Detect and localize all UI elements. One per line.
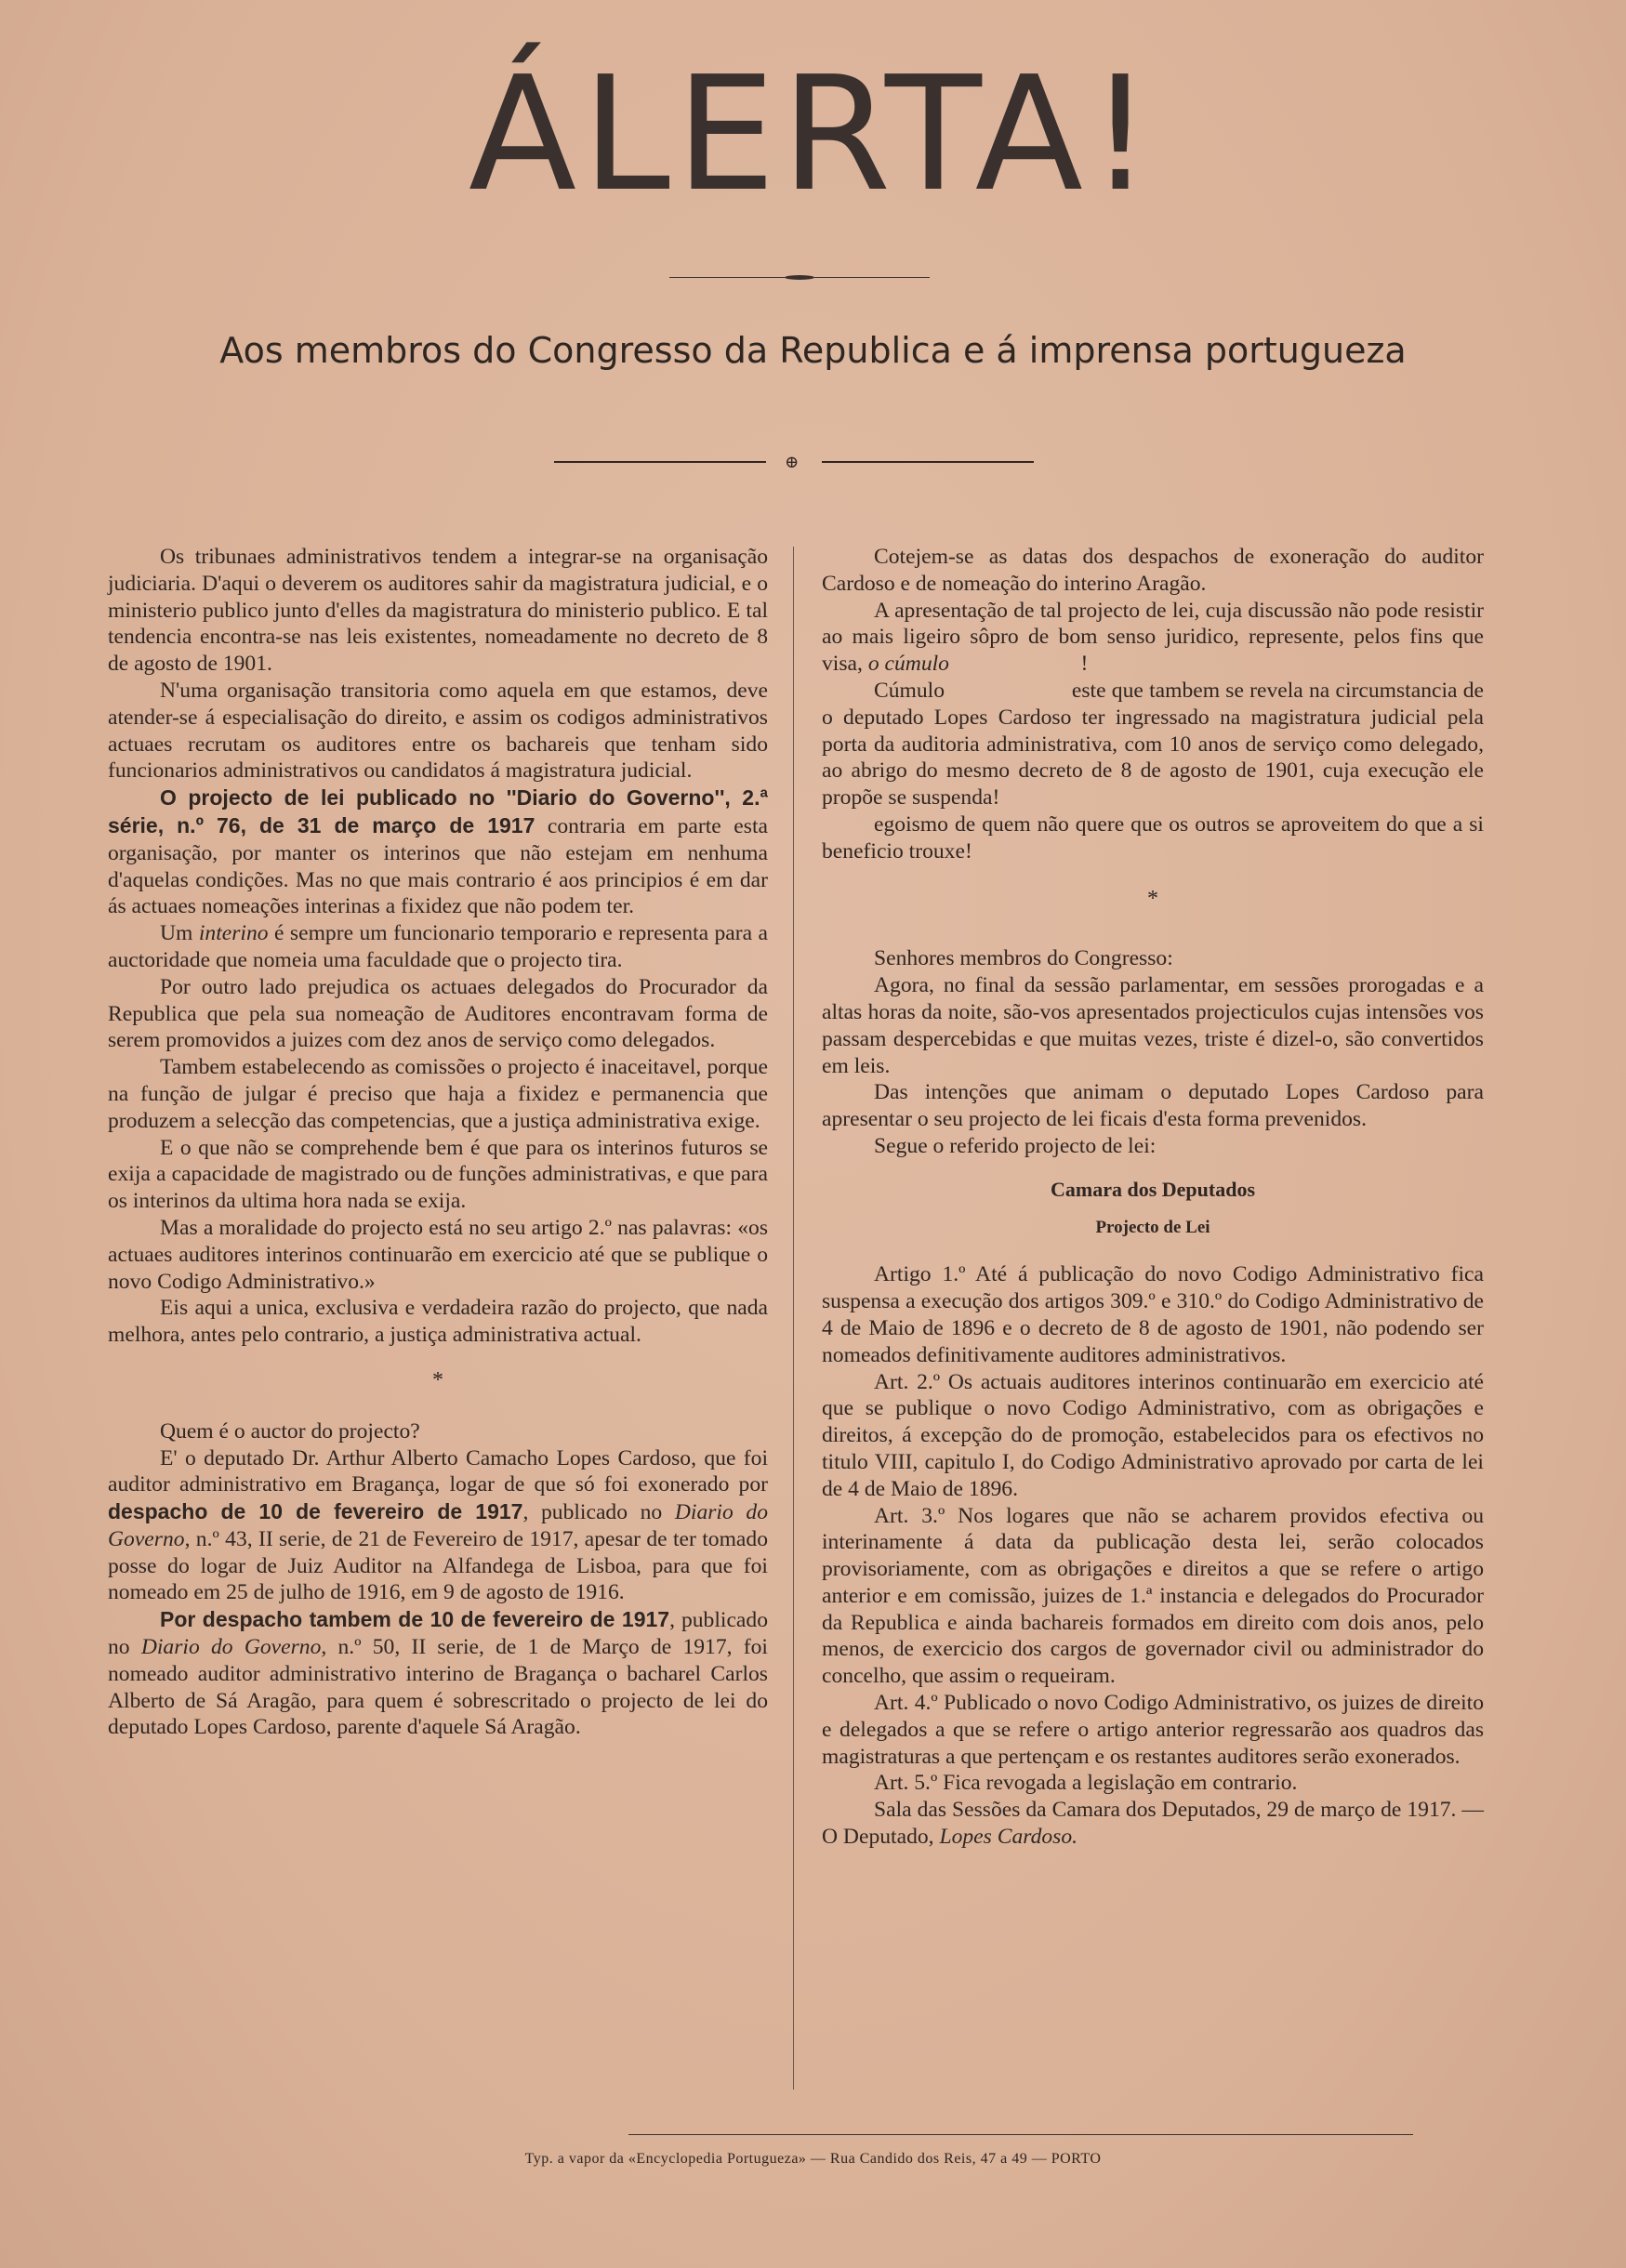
deputy-name: Lopes Cardoso.	[939, 1825, 1078, 1850]
footer-rule	[628, 2134, 1413, 2135]
paragraph: Tambem estabelecendo as comissões o projecto é inaceitavel, porque na função de julgar é preciso que haja a fixidez e permanencia que produzem a selecção das competencias, que a justiça administrativa exige.	[108, 1055, 768, 1133]
paragraph: Agora, no final da sessão parlamentar, em sessões prorogadas e a altas horas da noite, são-vos apresentados projecticulos cujas intensões vos passam despercebidas e que muitas vezes, triste é dizel-o, são convertidos em leis.	[822, 973, 1484, 1078]
text-run: A apresentação de tal projecto de lei, cuja discussão não pode resistir ao mais ligeiro sôpro de bom senso juridico, represente, pelos fins que visa,	[822, 598, 1489, 677]
paragraph	[108, 1445, 768, 1607]
ornament-flourish	[785, 275, 814, 280]
crosshair-ornament-icon: ⊕	[785, 453, 800, 471]
subtitle-ornament	[554, 452, 1034, 472]
poster-subtitle: Aos membros do Congresso da Republica e á imprensa portugueza	[219, 330, 1407, 371]
paragraph: Das intenções que animam o deputado Lopes Cardoso para apresentar o seu projecto de lei ficais d'esta forma prevenidos.	[822, 1080, 1484, 1132]
paragraph: Os tribunaes administrativos tendem a integrar-se na organisação judiciaria. D'aqui o deverem os auditores sahir da magistratura judicial, e o ministerio publico junto d'elles da magistratura do ministerio publico. E tal tendencia encontra-se nas leis existentes, nomeadamente no decreto de 8 de agosto de 1901.	[108, 545, 768, 677]
left-column	[108, 544, 768, 1741]
paragraph: E o que não se comprehende bem é que para os interinos futuros se exija a capacidade de magistrado ou de funções administrativas, e que para os interinos da ultima hora nada se exija.	[108, 1135, 768, 1214]
printer-imprint: Typ. a vapor da «Encyclopedia Portugueza» — Rua Candido dos Reis, 47 a 49 — PORTO	[524, 2151, 1102, 2167]
paragraph: N'uma organisação transitoria como aquela em que estamos, deve atender-se á especialisação do direito, e assim os codigos administrativos actuaes recrutam os auditores entre os bachareis que tenham sido funcionarios administrativos ou candidatos á magistratura judicial.	[108, 678, 768, 784]
article: Art. 3.º Nos logares que não se acharem providos efectiva ou interinamente á data da publicação desta lei, serão colocados provisoriamente, com as obrigações e direitos a que se refere o artigo anterior e em comissão, juizes de 1.ª instancia e delegados do Procurador da Republica e ainda bachareis formados em direito com dois anos, pelo menos, de exercicio dos cargos de governador civil ou administrador do concelho, que assim o requeiram.	[822, 1503, 1484, 1689]
text-run: Sala das Sessões da Camara dos Deputados, 29 de março de 1917. — O Deputado,	[822, 1798, 1484, 1850]
bold-reference: despacho de 10 de fevereiro de 1917	[108, 1499, 523, 1524]
bill-heading: Projecto de Lei	[1095, 1217, 1210, 1237]
paragraph: Mas a moralidade do projecto está no seu artigo 2.º nas palavras: «os actuaes auditores interinos continuarão em exercicio até que se publique o novo Codigo Administrativo.»	[108, 1215, 768, 1294]
text-run: , publicado no	[108, 1608, 768, 1660]
text-run: E' o deputado Dr. Arthur Alberto Camacho Lopes Cardoso, que foi auditor administrativo em Bragança, logar de que só foi exonerado por	[108, 1445, 768, 1497]
paragraph	[108, 920, 768, 974]
column-divider	[793, 547, 794, 2090]
signature-line	[822, 1797, 1484, 1851]
paragraph	[108, 1606, 768, 1741]
paragraph: Quem é o auctor do projecto?	[160, 1418, 420, 1444]
italic-term: Diario do Governo	[140, 1635, 322, 1660]
italic-term: interino	[198, 921, 269, 946]
bold-reference: O projecto de lei publicado no ''Diario do Governo'', 2.ª série, n.º 76, de 31 de março de 1917	[108, 785, 768, 837]
ornament-line	[822, 461, 1034, 463]
article: Artigo 1.º Até á publicação do novo Codigo Administrativo fica suspensa a execução dos artigos 309.º e 310.º do Codigo Administrativo de 4 de Maio de 1896 e o decreto de 8 de agosto de 1901, não podendo ser nomeados definitivamente auditores administrativos.	[822, 1262, 1484, 1367]
paragraph: Eis aqui a unica, exclusiva e verdadeira razão do projecto, que nada melhora, antes pelo contrario, a justiça administrativa actual.	[108, 1296, 768, 1348]
paragraph: Cotejem-se as datas dos despachos de exoneração do auditor Cardoso e de nomeação do interino Aragão.	[822, 545, 1484, 596]
article: Art. 4.º Publicado o novo Codigo Administrativo, os juizes de direito e delegados a que se refere o artigo anterior regressarão aos quadros das magistraturas a que pertençam e os restantes auditores serão exonerados.	[822, 1691, 1484, 1769]
paragraph: Senhores membros do Congresso:	[874, 946, 1173, 971]
poster-title: ÁLERTA!	[468, 43, 1158, 227]
section-separator: *	[1147, 886, 1158, 911]
paragraph	[822, 598, 1489, 678]
paragraph: Segue o referido projecto de lei:	[874, 1133, 1157, 1158]
text-run: , n.º 43, II serie, de 21 de Fevereiro de 1917, apesar de ter tomado posse do logar de Juiz Auditor na Alfandega de Lisboa, para que foi nomeado em 25 de julho de 1916, em 9 de agosto de 1916.	[108, 1526, 768, 1605]
ornament-line	[669, 277, 785, 278]
right-column	[822, 544, 1489, 1851]
article: Art. 5.º Fica revogada a legislação em contrario.	[874, 1771, 1298, 1796]
text-run: Um	[160, 921, 199, 946]
title-ornament	[669, 275, 930, 281]
section-separator: *	[432, 1367, 443, 1392]
italic-term: o cúmulo	[867, 652, 949, 677]
text-run: !	[948, 652, 1089, 677]
text-run: , publicado no	[522, 1500, 675, 1525]
article: Art. 2.º Os actuais auditores interinos continuarão em exercicio até que se publique o novo Codigo Administrativo, com as obrigações e direitos, á excepção do de promoção, estabelecidos para os efectivos no titulo VIII, capitulo I, do Codigo Administrativo aprovado por carta de lei de 4 de Maio de 1896.	[822, 1369, 1484, 1501]
text-run: , n.º 50, II serie, de 1 de Março de 1917, foi nomeado auditor administrativo interino de Bragança o bacharel Carlos Alberto de Sá Aragão, para quem é sobrescritado o projecto de lei do deputado Lopes Cardoso, parente d'aquele Sá Aragão.	[108, 1635, 768, 1740]
italic-term: Diario do Governo	[108, 1500, 768, 1551]
text-run: é sempre um funcionario temporario e representa para a auctoridade que nomeia uma faculdade que o projecto tira.	[108, 921, 769, 972]
paragraph: egoismo de quem não quere que os outros se aproveitem do que a si beneficio trouxe!	[822, 811, 1484, 864]
ornament-line	[554, 461, 766, 463]
chamber-heading: Camara dos Deputados	[1050, 1177, 1256, 1201]
paragraph: Cúmulo este que tambem se revela na circumstancia de o deputado Lopes Cardoso ter ingressado na magistratura judicial pela porta da auditoria administrativa, com 10 anos de serviço como delegado, ao abrigo do mesmo decreto de 8 de agosto de 1901, cuja execução ele propõe se suspenda!	[822, 678, 1489, 811]
paragraph	[108, 785, 768, 920]
text-run: contraria em parte esta organisação, por manter os interinos que não estejam em nenhuma d'aquelas condições. Mas no que mais contrario é aos principios é em dar ás actuaes nomeações interinas a fixidez que não podem ter.	[108, 813, 768, 919]
bold-reference: Por despacho tambem de 10 de fevereiro de 1917	[160, 1607, 670, 1632]
paragraph: Por outro lado prejudica os actuaes delegados do Procurador da Republica que pela sua nomeação de Auditores encontravam forma de serem promovidos a juizes com dez anos de serviço como delegados.	[108, 974, 768, 1053]
ornament-line	[814, 277, 930, 278]
